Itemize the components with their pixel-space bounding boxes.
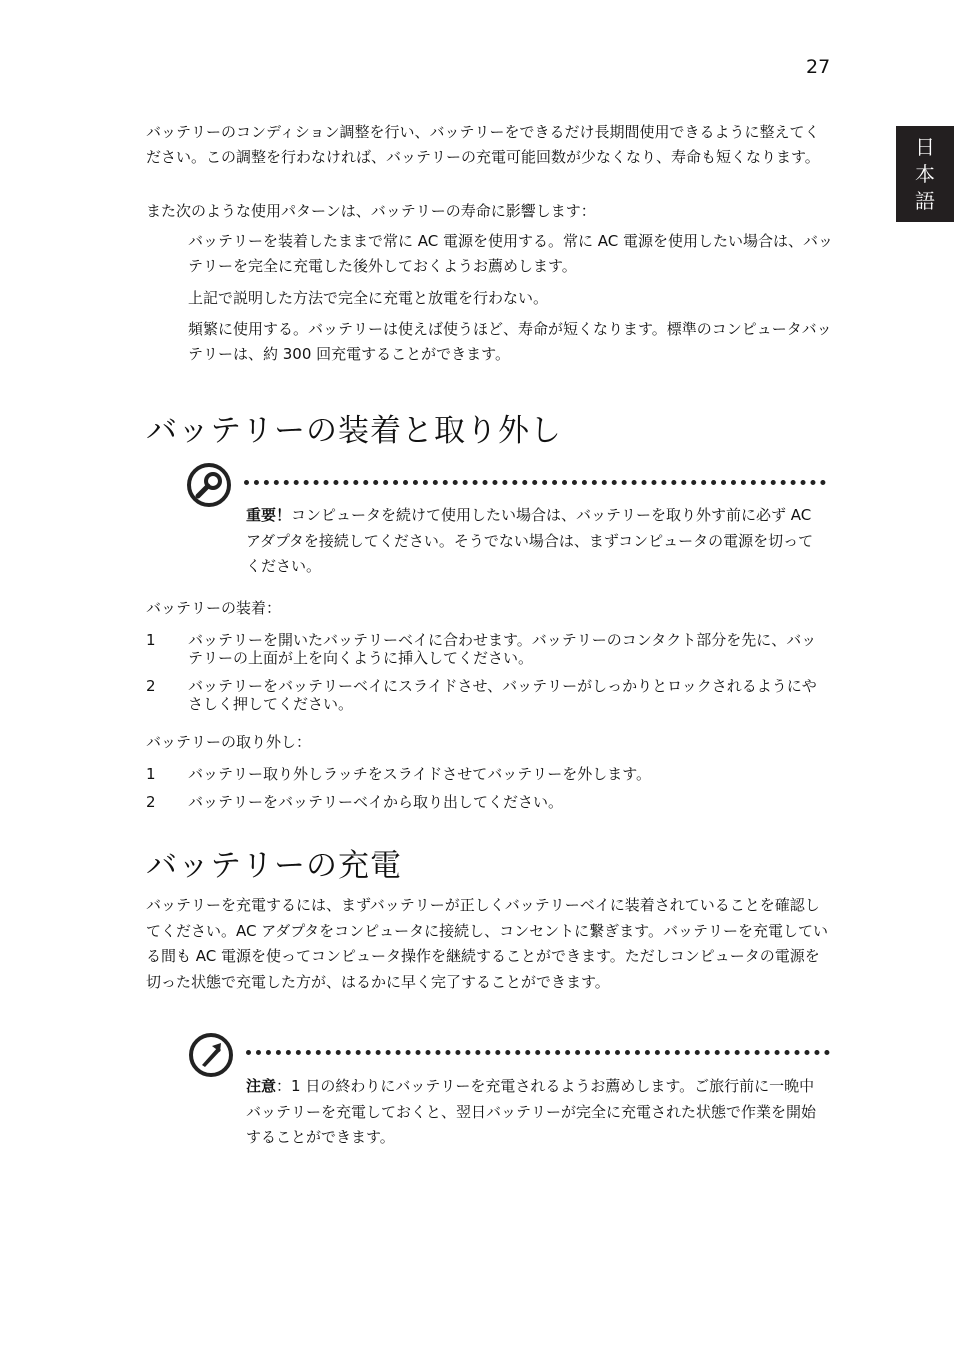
important-icon bbox=[186, 462, 232, 508]
remove-step: バッテリー取り外しラッチをスライドさせてバッテリーを外します。 bbox=[188, 765, 652, 783]
remove-step: バッテリーをバッテリーベイから取り出してください。 bbox=[188, 793, 564, 811]
language-tab-char: 本 bbox=[915, 162, 935, 186]
install-step: バッテリーを開いたバッテリーベイに合わせます。バッテリーのコンタクト部分を先に、バッテリーの上面が上を向くように挿入してください。 bbox=[188, 631, 817, 667]
page-number: 27 bbox=[806, 56, 831, 78]
bullet-item: 上記で説明した方法で完全に充電と放電を行わない。 bbox=[188, 289, 549, 307]
install-heading: バッテリーの装着： bbox=[146, 599, 282, 617]
step-number: 2 bbox=[146, 793, 156, 811]
note-label: 注意 bbox=[246, 1077, 277, 1095]
step-number: 1 bbox=[146, 631, 156, 649]
section-title: バッテリーの装着と取り外し bbox=[146, 413, 562, 449]
step-number: 2 bbox=[146, 677, 156, 695]
intro-paragraph: バッテリーのコンディション調整を行い、バッテリーをできるだけ長期間使用できるように整えてください。この調整を行わなければ、バッテリーの充電可能回数が少なくなり、寿命も短くなります。 bbox=[146, 123, 820, 166]
charging-note bbox=[246, 1074, 816, 1151]
note-divider bbox=[244, 480, 826, 485]
bullet-item: バッテリーを装着したままで常に AC 電源を使用する。常に AC 電源を使用したい場合は、バッテリーを完全に充電した後外しておくようお薦めします。 bbox=[188, 232, 834, 275]
language-tab-char: 語 bbox=[915, 189, 935, 213]
step-number: 1 bbox=[146, 765, 156, 783]
note-label: 重要！ bbox=[246, 506, 292, 524]
note-text: ：1 日の終わりにバッテリーを充電されるようお薦めします。ご旅行前に一晩中バッテリーを充電しておくと、翌日バッテリーが完全に充電された状態で作業を開始することができます。 bbox=[246, 1077, 817, 1146]
bullet-item: 頻繁に使用する。バッテリーは使えば使うほど、寿命が短くなります。標準のコンピュータバッテリーは、約 300 回充電することができます。 bbox=[188, 320, 832, 363]
charging-paragraph: バッテリーを充電するには、まずバッテリーが正しくバッテリーベイに装着されていることを確認してください。AC アダプタをコンピュータに接続し、コンセントに繋ぎます。バッテリーを充電している間も AC 電源を使ってコンピュータ操作を継続することができます。ただしコンピュータの電源を切った状態で充電した方が、はるかに早く完了することができます。 bbox=[146, 896, 828, 991]
note-text: コンピュータを続けて使用したい場合は、バッテリーを取り外す前に必ず AC アダプタを接続してください。そうでない場合は、まずコンピュータの電源を切ってください。 bbox=[246, 506, 814, 575]
language-tab bbox=[896, 126, 954, 222]
remove-heading: バッテリーの取り外し： bbox=[146, 733, 312, 751]
language-tab-char: 日 bbox=[915, 135, 935, 159]
important-note bbox=[246, 503, 816, 580]
note-icon bbox=[188, 1032, 234, 1078]
note-divider bbox=[246, 1050, 830, 1055]
intro-paragraph-2: また次のような使用パターンは、バッテリーの寿命に影響します： bbox=[146, 202, 596, 220]
install-step: バッテリーをバッテリーベイにスライドさせ、バッテリーがしっかりとロックされるようにやさしく押してください。 bbox=[188, 677, 817, 713]
section-title: バッテリーの充電 bbox=[146, 848, 402, 884]
